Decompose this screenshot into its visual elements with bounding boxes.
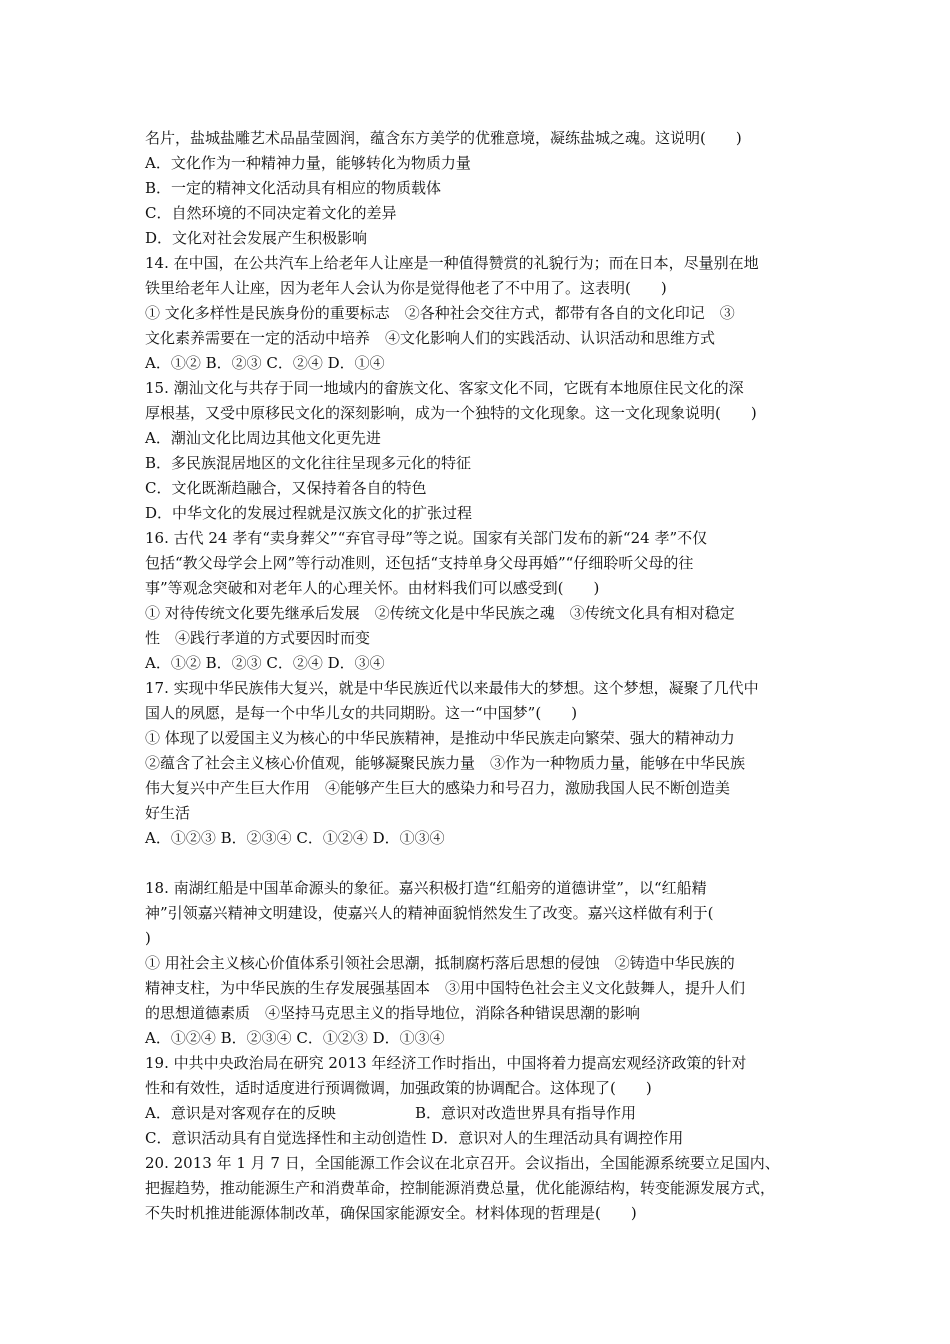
statement-list: ① 体现了以爱国主义为核心的中华民族精神，是推动中华民族走向繁荣、强大的精神动力 — [145, 729, 735, 747]
answer-options: A．①②③ B．②③④ C．①②④ D．①③④ — [145, 829, 445, 847]
question-19 — [145, 1051, 815, 1151]
option-c: C．自然环境的不同决定着文化的差异 — [145, 204, 397, 222]
question-18 — [145, 876, 815, 1051]
options-row-ab — [145, 1101, 815, 1126]
question-stem: 15. 潮汕文化与共存于同一地域内的畲族文化、客家文化不同，它既有本地原住民文化的深 — [145, 379, 744, 397]
statement-list: 的思想道德素质 ④坚持马克思主义的指导地位，消除各种错误思潮的影响 — [145, 1004, 641, 1022]
option-d: D．文化对社会发展产生积极影响 — [145, 229, 368, 247]
question-stem: 铁里给老年人让座，因为老年人会认为你是觉得他老了不中用了。这表明( ) — [145, 279, 667, 297]
option-b: B．一定的精神文化活动具有相应的物质载体 — [145, 179, 442, 197]
options-row-cd: C．意识活动具有自觉选择性和主动创造性 D．意识对人的生理活动具有调控作用 — [145, 1129, 684, 1147]
question-stem: 18. 南湖红船是中国革命源头的象征。嘉兴积极打造“红船旁的道德讲堂”，以“红船精 — [145, 879, 707, 897]
statement-list: 伟大复兴中产生巨大作用 ④能够产生巨大的感染力和号召力，激励我国人民不断创造美 — [145, 779, 731, 797]
question-stem: 国人的夙愿，是每一个中华儿女的共同期盼。这一“中国梦”( ) — [145, 704, 578, 722]
statement-list: 文化素养需要在一定的活动中培养 ④文化影响人们的实践活动、认识活动和思维方式 — [145, 329, 716, 347]
option-c: C．文化既渐趋融合，又保持着各自的特色 — [145, 479, 427, 497]
question-stem: 性和有效性，适时适度进行预调微调，加强政策的协调配合。这体现了( ) — [145, 1079, 652, 1097]
statement-list: ②蕴含了社会主义核心价值观，能够凝聚民族力量 ③作为一种物质力量，能够在中华民族 — [145, 754, 746, 772]
question-13 — [145, 126, 815, 251]
question-17 — [145, 676, 815, 851]
option-a: A．潮汕文化比周边其他文化更先进 — [145, 429, 381, 447]
answer-options: A．①②④ B．②③④ C．①②③ D．①③④ — [145, 1029, 445, 1047]
option-b: B．意识对改造世界具有指导作用 — [415, 1104, 637, 1122]
question-stem: 厚根基，又受中原移民文化的深刻影响，成为一个独特的文化现象。这一文化现象说明( ) — [145, 404, 757, 422]
question-15 — [145, 376, 815, 526]
answer-options: A．①② B．②③ C．②④ D．①④ — [145, 354, 385, 372]
answer-options: A．①② B．②③ C．②④ D．③④ — [145, 654, 385, 672]
option-d: D．中华文化的发展过程就是汉族文化的扩张过程 — [145, 504, 473, 522]
question-16 — [145, 526, 815, 676]
question-stem: 把握趋势，推动能源生产和消费革命，控制能源消费总量，优化能源结构，转变能源发展方式， — [145, 1179, 776, 1197]
statement-list: 好生活 — [145, 804, 191, 822]
statement-list: 精神支柱，为中华民族的生存发展强基固本 ③用中国特色社会主义文化鼓舞人，提升人们 — [145, 979, 746, 997]
exam-page — [145, 126, 815, 1226]
question-stem: ) — [145, 929, 151, 947]
question-stem: 名片，盐城盐雕艺术品晶莹圆润，蕴含东方美学的优雅意境，凝练盐城之魂。这说明( ) — [145, 129, 742, 147]
question-stem: 16. 古代 24 孝有“卖身葬父”“弃官寻母”等之说。国家有关部门发布的新“24 孝”不仅 — [145, 529, 708, 547]
option-a: A．意识是对客观存在的反映 — [145, 1104, 336, 1122]
statement-list: 性 ④践行孝道的方式要因时而变 — [145, 629, 371, 647]
question-stem: 事”等观念突破和对老年人的心理关怀。由材料我们可以感受到( ) — [145, 579, 600, 597]
question-stem: 19. 中共中央政治局在研究 2013 年经济工作时指出，中国将着力提高宏观经济政策的针对 — [145, 1054, 747, 1072]
question-20 — [145, 1151, 815, 1226]
option-a: A．文化作为一种精神力量，能够转化为物质力量 — [145, 154, 471, 172]
option-b: B．多民族混居地区的文化往往呈现多元化的特征 — [145, 454, 472, 472]
question-stem: 包括“教父母学会上网”等行动准则，还包括“支持单身父母再婚”“仔细聆听父母的往 — [145, 554, 694, 572]
question-stem: 14. 在中国，在公共汽车上给老年人让座是一种值得赞赏的礼貌行为；而在日本，尽量别在地 — [145, 254, 759, 272]
question-stem: 20. 2013 年 1 月 7 日，全国能源工作会议在北京召开。会议指出，全国能源系统要立足国内、 — [145, 1154, 780, 1172]
question-stem: 17. 实现中华民族伟大复兴，就是中华民族近代以来最伟大的梦想。这个梦想，凝聚了几代中 — [145, 679, 759, 697]
question-stem: 神”引领嘉兴精神文明建设，使嘉兴人的精神面貌悄然发生了改变。嘉兴这样做有利于( — [145, 904, 714, 922]
question-stem: 不失时机推进能源体制改革，确保国家能源安全。材料体现的哲理是( ) — [145, 1204, 637, 1222]
question-14 — [145, 251, 815, 376]
statement-list: ① 对待传统文化要先继承后发展 ②传统文化是中华民族之魂 ③传统文化具有相对稳定 — [145, 604, 735, 622]
statement-list: ① 用社会主义核心价值体系引领社会思潮，抵制腐朽落后思想的侵蚀 ②铸造中华民族的 — [145, 954, 735, 972]
blank-spacer — [145, 851, 815, 876]
statement-list: ① 文化多样性是民族身份的重要标志 ②各种社会交往方式，都带有各自的文化印记 ③ — [145, 304, 735, 322]
